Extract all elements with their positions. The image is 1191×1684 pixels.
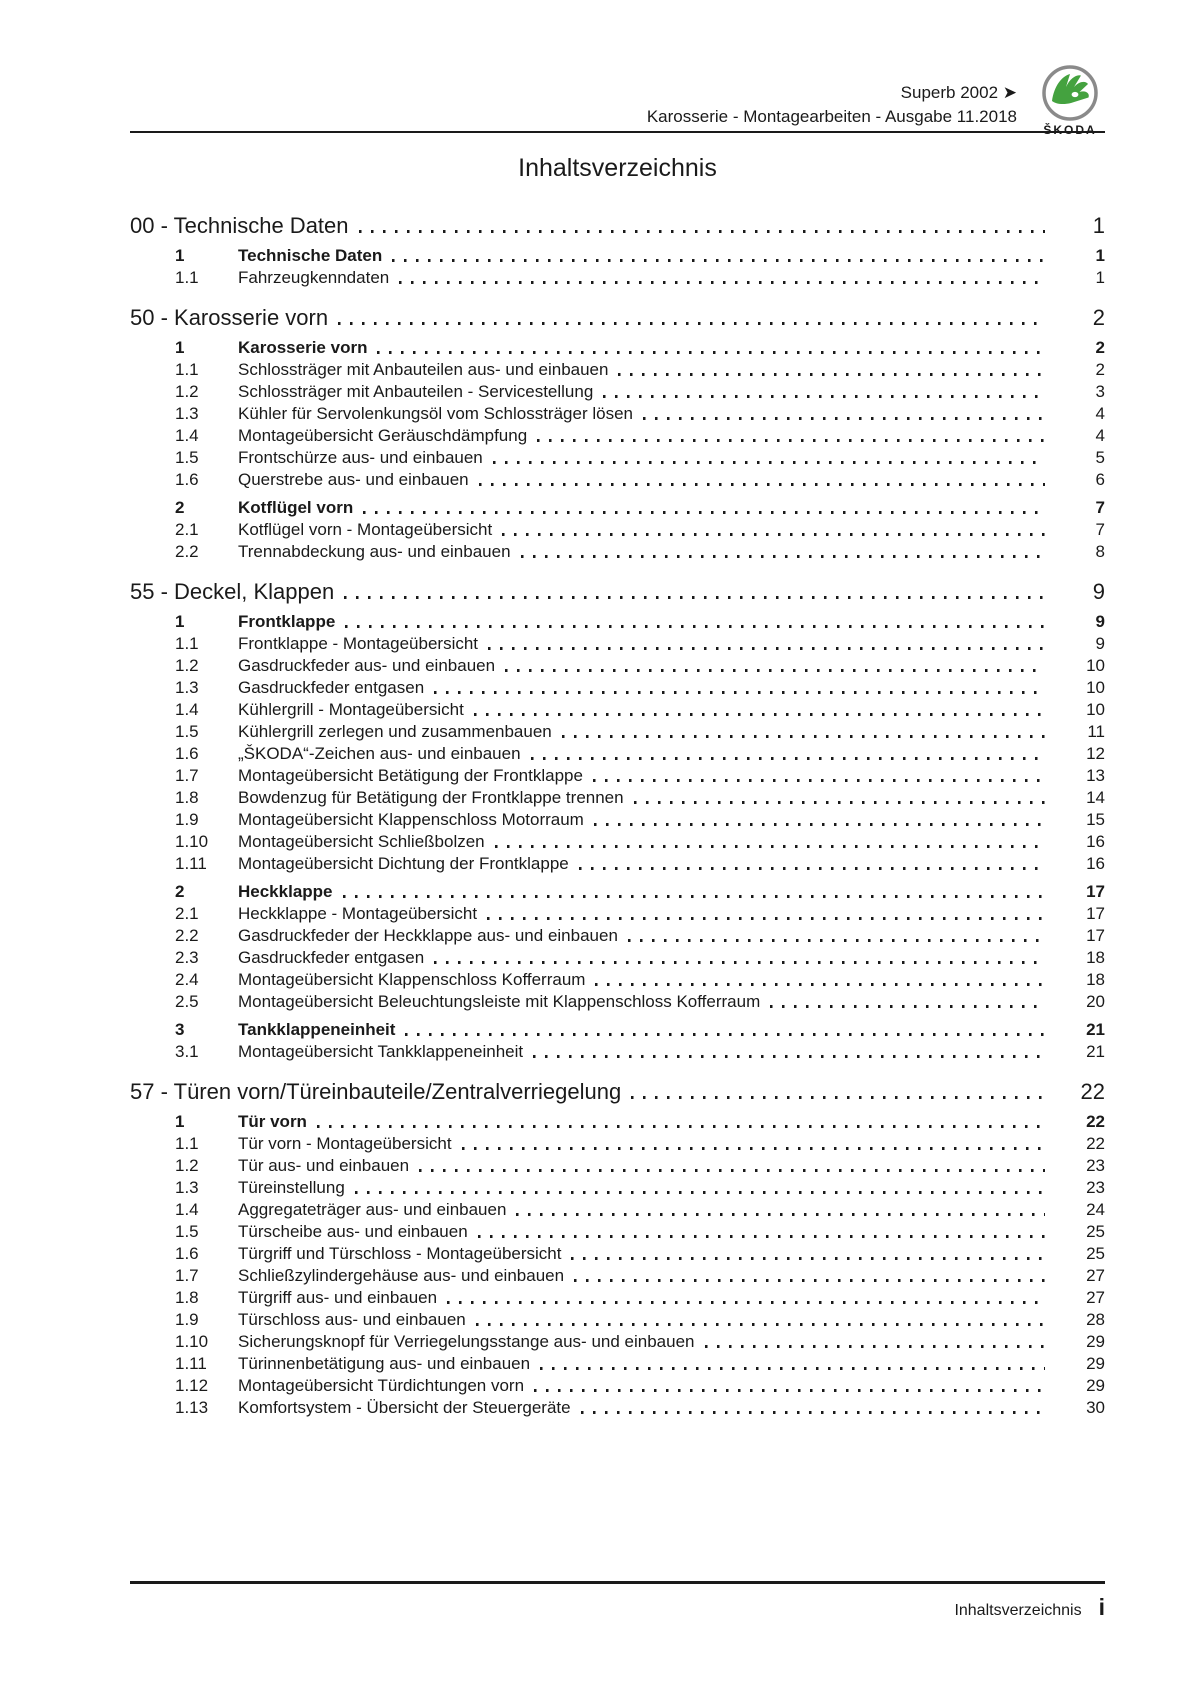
entry-number: 1.2: [175, 1156, 199, 1175]
entry-page-number: 5: [1095, 448, 1105, 467]
toc-entry-row[interactable]: [130, 947, 1105, 969]
toc-entry-row[interactable]: [130, 1177, 1105, 1199]
entry-page-number: 21: [1086, 1020, 1105, 1039]
entry-page-number: 7: [1095, 498, 1105, 517]
chapter-page-number: 2: [1092, 305, 1105, 330]
toc-entry-row[interactable]: [130, 1353, 1105, 1375]
footer-rule: [130, 1581, 1105, 1584]
entry-title: Kühlergrill - Montageübersicht: [238, 700, 464, 719]
dot-leader: [405, 1033, 1045, 1036]
dot-leader: [593, 779, 1045, 782]
skoda-logo: [1035, 64, 1105, 137]
entry-number: 1.7: [175, 1266, 199, 1285]
toc-entry-row[interactable]: [130, 1287, 1105, 1309]
dot-leader: [502, 533, 1045, 536]
dot-leader: [594, 823, 1045, 826]
entry-page-number: 28: [1086, 1310, 1105, 1329]
entry-number: 1: [175, 1112, 185, 1131]
entry-title: Tür aus- und einbauen: [238, 1156, 410, 1175]
chapter-page-number: 22: [1080, 1079, 1105, 1104]
header-rule: [130, 131, 1105, 133]
dot-leader: [317, 1125, 1045, 1128]
toc-entry-row[interactable]: [130, 359, 1105, 381]
toc-entry-row[interactable]: [130, 611, 1105, 633]
entry-page-number: 23: [1086, 1178, 1105, 1197]
dot-leader: [344, 596, 1045, 599]
entry-number: 1.1: [175, 1134, 199, 1153]
entry-title: Frontklappe - Montageübersicht: [238, 634, 479, 653]
entry-page-number: 16: [1086, 854, 1105, 873]
entry-title: „ŠKODA“-Zeichen aus- und einbauen: [238, 744, 521, 763]
toc-entry-row[interactable]: [130, 469, 1105, 491]
footer-label: Inhaltsverzeichnis: [954, 1602, 1082, 1619]
toc-chapter-row[interactable]: [130, 1079, 1105, 1105]
entry-page-number: 1: [1095, 268, 1105, 287]
toc-entry-row[interactable]: [130, 903, 1105, 925]
toc-entry-row[interactable]: [130, 425, 1105, 447]
entry-number: 1.10: [175, 832, 209, 851]
entry-page-number: 13: [1086, 766, 1105, 785]
dot-leader: [505, 669, 1045, 672]
toc-entry-row[interactable]: [130, 765, 1105, 787]
toc-entry-row[interactable]: [130, 447, 1105, 469]
toc-entry-row[interactable]: [130, 881, 1105, 903]
dot-leader: [399, 281, 1045, 284]
entry-title: Komfortsystem - Übersicht der Steuergeräte: [238, 1398, 571, 1417]
entry-number: 1.5: [175, 1222, 199, 1241]
entry-number: 1.3: [175, 1178, 199, 1197]
entry-page-number: 1: [1095, 246, 1105, 265]
toc-entry-row[interactable]: [130, 519, 1105, 541]
entry-number: 2: [175, 498, 185, 517]
entry-number: 1.1: [175, 634, 199, 653]
dot-leader: [581, 1411, 1045, 1414]
toc-entry-row[interactable]: [130, 403, 1105, 425]
toc-entry-row[interactable]: [130, 337, 1105, 359]
entry-page-number: 11: [1087, 722, 1105, 741]
entry-title: Kotflügel vorn - Montageübersicht: [238, 520, 493, 539]
chapter-page-number: 9: [1092, 579, 1105, 604]
entry-number: 1: [175, 338, 185, 357]
entry-number: 1.8: [175, 1288, 199, 1307]
chapter-page-number: 1: [1092, 213, 1105, 238]
skoda-wordmark: ŠKODA: [1043, 123, 1097, 137]
entry-number: 1.6: [175, 744, 199, 763]
entry-page-number: 6: [1095, 470, 1105, 489]
dot-leader: [562, 735, 1045, 738]
entry-number: 1.4: [175, 700, 199, 719]
entry-title: Frontklappe: [238, 612, 336, 631]
chapter-label: 57 - Türen vorn/Türeinbauteile/Zentralverriegelung: [130, 1079, 622, 1104]
entry-number: 1.6: [175, 1244, 199, 1263]
entry-title: Trennabdeckung aus- und einbauen: [238, 542, 511, 561]
entry-number: 1.8: [175, 788, 199, 807]
entry-number: 2.1: [175, 904, 199, 923]
entry-page-number: 24: [1086, 1200, 1105, 1219]
dot-leader: [603, 395, 1045, 398]
dot-leader: [705, 1345, 1046, 1348]
toc-entry-row[interactable]: [130, 497, 1105, 519]
dot-leader: [488, 647, 1045, 650]
toc-entry-row[interactable]: [130, 1265, 1105, 1287]
entry-title: Tür vorn - Montageübersicht: [238, 1134, 452, 1153]
dot-leader: [631, 1096, 1045, 1099]
entry-number: 2.3: [175, 948, 199, 967]
entry-number: 3: [175, 1020, 185, 1039]
toc-entry-row[interactable]: [130, 787, 1105, 809]
entry-title: Kotflügel vorn: [238, 498, 354, 517]
entry-title: Schließzylindergehäuse aus- und einbauen: [238, 1266, 565, 1285]
dot-leader: [495, 845, 1045, 848]
toc-chapter-row[interactable]: [130, 305, 1105, 331]
dot-leader: [377, 351, 1045, 354]
entry-page-number: 22: [1086, 1112, 1105, 1131]
toc-entry-row[interactable]: [130, 381, 1105, 403]
entry-title: Türschloss aus- und einbauen: [238, 1310, 466, 1329]
dot-leader: [478, 1235, 1045, 1238]
toc-entry-row[interactable]: [130, 633, 1105, 655]
entry-page-number: 14: [1086, 788, 1105, 807]
dot-leader: [531, 757, 1045, 760]
entry-number: 1.12: [175, 1376, 209, 1395]
toc-chapter-row[interactable]: [130, 213, 1105, 239]
toc-entry-row[interactable]: [130, 991, 1105, 1013]
entry-page-number: 29: [1086, 1354, 1105, 1373]
entry-page-number: 30: [1086, 1398, 1105, 1417]
entry-number: 1.6: [175, 470, 199, 489]
toc-entry-row[interactable]: [130, 831, 1105, 853]
dot-leader: [770, 1005, 1045, 1008]
toc-entry-row[interactable]: [130, 1221, 1105, 1243]
entry-title: Montageübersicht Beleuchtungsleiste mit Klappenschloss Kofferraum: [238, 992, 761, 1011]
entry-page-number: 10: [1086, 656, 1105, 675]
entry-title: Kühler für Servolenkungsöl vom Schlossträger lösen: [238, 404, 633, 423]
dot-leader: [618, 373, 1045, 376]
skoda-wing-icon: [1041, 64, 1099, 122]
entry-title: Gasdruckfeder aus- und einbauen: [238, 656, 496, 675]
toc-chapter-row[interactable]: [130, 579, 1105, 605]
entry-page-number: 25: [1086, 1244, 1105, 1263]
toc-entry-row[interactable]: [130, 1041, 1105, 1063]
entry-number: 1.9: [175, 1310, 199, 1329]
entry-page-number: 17: [1086, 926, 1105, 945]
entry-title: Karosserie vorn: [238, 338, 368, 357]
dot-leader: [343, 895, 1046, 898]
entry-title: Fahrzeugkenndaten: [238, 268, 390, 287]
entry-title: Querstrebe aus- und einbauen: [238, 470, 469, 489]
dot-leader: [516, 1213, 1045, 1216]
entry-title: Montageübersicht Dichtung der Frontklappe: [238, 854, 569, 873]
toc-entry-row[interactable]: [130, 1397, 1105, 1419]
footer-page-number: i: [1098, 1594, 1105, 1620]
entry-number: 1.13: [175, 1398, 209, 1417]
entry-number: 1.11: [175, 854, 207, 873]
entry-title: Frontschürze aus- und einbauen: [238, 448, 483, 467]
dot-leader: [474, 713, 1045, 716]
toc-entry-row[interactable]: [130, 1019, 1105, 1041]
dot-leader: [462, 1147, 1045, 1150]
entry-number: 1.2: [175, 382, 199, 401]
dot-leader: [434, 691, 1045, 694]
entry-page-number: 29: [1086, 1332, 1105, 1351]
entry-page-number: 27: [1086, 1288, 1105, 1307]
dot-leader: [493, 461, 1045, 464]
entry-title: Heckklappe: [238, 882, 333, 901]
entry-number: 1.3: [175, 404, 199, 423]
entry-title: Schlossträger mit Anbauteilen aus- und einbauen: [238, 360, 609, 379]
entry-title: Türeinstellung: [238, 1178, 345, 1197]
entry-title: Montageübersicht Klappenschloss Motorraum: [238, 810, 584, 829]
entry-page-number: 27: [1086, 1266, 1105, 1285]
entry-page-number: 18: [1086, 970, 1105, 989]
dot-leader: [579, 867, 1045, 870]
entry-number: 2: [175, 882, 185, 901]
entry-title: Kühlergrill zerlegen und zusammenbauen: [238, 722, 552, 741]
entry-title: Türgriff aus- und einbauen: [238, 1288, 438, 1307]
dot-leader: [628, 939, 1045, 942]
dot-leader: [540, 1367, 1045, 1370]
toc-entry-row[interactable]: [130, 743, 1105, 765]
entry-page-number: 9: [1095, 634, 1105, 653]
entry-title: Montageübersicht Türdichtungen vorn: [238, 1376, 525, 1395]
dot-leader: [476, 1323, 1045, 1326]
chapter-label: 00 - Technische Daten: [130, 213, 349, 238]
entry-number: 1.4: [175, 1200, 199, 1219]
entry-number: 1.4: [175, 426, 199, 445]
chapter-label: 55 - Deckel, Klappen: [130, 579, 335, 604]
entry-page-number: 18: [1086, 948, 1105, 967]
entry-page-number: 22: [1086, 1134, 1105, 1153]
entry-page-number: 17: [1086, 882, 1105, 901]
dot-leader: [434, 961, 1045, 964]
dot-leader: [345, 625, 1045, 628]
header-model-line: Superb 2002 ➤: [900, 83, 1017, 102]
toc-entry-row[interactable]: [130, 853, 1105, 875]
entry-page-number: 4: [1095, 404, 1105, 423]
entry-number: 1.9: [175, 810, 199, 829]
entry-number: 1.1: [175, 360, 199, 379]
entry-number: 1.1: [175, 268, 199, 287]
entry-number: 1: [175, 612, 185, 631]
entry-page-number: 10: [1086, 700, 1105, 719]
dot-leader: [479, 483, 1045, 486]
toc-entry-row[interactable]: [130, 1155, 1105, 1177]
toc-entry-row[interactable]: [130, 1309, 1105, 1331]
entry-page-number: 3: [1095, 382, 1105, 401]
entry-page-number: 12: [1086, 744, 1105, 763]
dot-leader: [338, 322, 1045, 325]
entry-page-number: 2: [1095, 360, 1105, 379]
entry-page-number: 15: [1086, 810, 1105, 829]
toc-entry-row[interactable]: [130, 925, 1105, 947]
toc-entry-row[interactable]: [130, 809, 1105, 831]
entry-title: Gasdruckfeder entgasen: [238, 678, 425, 697]
entry-page-number: 7: [1095, 520, 1105, 539]
entry-number: 1.10: [175, 1332, 209, 1351]
entry-title: Montageübersicht Betätigung der Frontklappe: [238, 766, 583, 785]
toc-entry-row[interactable]: [130, 267, 1105, 289]
chapter-label: 50 - Karosserie vorn: [130, 305, 329, 330]
entry-title: Technische Daten: [238, 246, 383, 265]
entry-title: Tankklappeneinheit: [238, 1020, 396, 1039]
entry-number: 2.2: [175, 926, 199, 945]
toc-entry-row[interactable]: [130, 677, 1105, 699]
toc-entry-row[interactable]: [130, 1111, 1105, 1133]
toc-entry-row[interactable]: [130, 1375, 1105, 1397]
entry-number: 1.7: [175, 766, 199, 785]
dot-leader: [634, 801, 1045, 804]
toc-entry-row[interactable]: [130, 1243, 1105, 1265]
page-title: Inhaltsverzeichnis: [518, 154, 717, 182]
toc-entry-row[interactable]: [130, 699, 1105, 721]
entry-title: Bowdenzug für Betätigung der Frontklappe trennen: [238, 788, 624, 807]
entry-number: 2.4: [175, 970, 199, 989]
entry-title: Gasdruckfeder der Heckklappe aus- und einbauen: [238, 926, 618, 945]
table-of-contents: [0, 183, 1191, 1419]
entry-page-number: 21: [1086, 1042, 1105, 1061]
entry-number: 1.2: [175, 656, 199, 675]
entry-page-number: 8: [1095, 542, 1105, 561]
entry-title: Heckklappe - Montageübersicht: [238, 904, 478, 923]
entry-title: Türinnenbetätigung aus- und einbauen: [238, 1354, 531, 1373]
toc-entry-row[interactable]: [130, 655, 1105, 677]
entry-title: Türscheibe aus- und einbauen: [238, 1222, 468, 1241]
dot-leader: [595, 983, 1045, 986]
entry-number: 1.5: [175, 448, 199, 467]
entry-title: Montageübersicht Tankklappeneinheit: [238, 1042, 524, 1061]
header-text: [647, 81, 1017, 131]
entry-page-number: 2: [1095, 338, 1105, 357]
entry-page-number: 16: [1086, 832, 1105, 851]
dot-leader: [419, 1169, 1045, 1172]
header-subtitle-line: Karosserie - Montagearbeiten - Ausgabe 11.2018: [646, 107, 1017, 126]
entry-number: 3.1: [175, 1042, 199, 1061]
entry-title: Montageübersicht Geräuschdämpfung: [238, 426, 528, 445]
entry-page-number: 9: [1095, 612, 1105, 631]
dot-leader: [534, 1389, 1045, 1392]
entry-page-number: 20: [1086, 992, 1105, 1011]
entry-page-number: 4: [1095, 426, 1105, 445]
dot-leader: [355, 1191, 1045, 1194]
dot-leader: [359, 230, 1045, 233]
toc-entry-row[interactable]: [130, 1331, 1105, 1353]
entry-number: 1: [175, 246, 185, 265]
entry-number: 2.2: [175, 542, 199, 561]
entry-number: 2.1: [175, 520, 199, 539]
page-footer: [954, 1594, 1105, 1621]
toc-entry-row[interactable]: [130, 541, 1105, 563]
entry-title: Sicherungsknopf für Verriegelungsstange aus- und einbauen: [238, 1332, 695, 1351]
entry-title: Türgriff und Türschloss - Montageübersicht: [238, 1244, 562, 1263]
entry-page-number: 23: [1086, 1156, 1105, 1175]
dot-leader: [487, 917, 1045, 920]
dot-leader: [363, 511, 1045, 514]
toc-entry-row[interactable]: [130, 245, 1105, 267]
entry-page-number: 29: [1086, 1376, 1105, 1395]
dot-leader: [643, 417, 1045, 420]
dot-leader: [521, 555, 1045, 558]
entry-number: 2.5: [175, 992, 199, 1011]
entry-number: 1.5: [175, 722, 199, 741]
entry-number: 1.11: [175, 1354, 207, 1373]
entry-title: Gasdruckfeder entgasen: [238, 948, 425, 967]
entry-page-number: 25: [1086, 1222, 1105, 1241]
dot-leader: [533, 1055, 1045, 1058]
dot-leader: [574, 1279, 1045, 1282]
dot-leader: [537, 439, 1045, 442]
dot-leader: [392, 259, 1045, 262]
toc-entry-row[interactable]: [130, 721, 1105, 743]
entry-page-number: 10: [1086, 678, 1105, 697]
dot-leader: [447, 1301, 1045, 1304]
toc-entry-row[interactable]: [130, 969, 1105, 991]
entry-title: Aggregateträger aus- und einbauen: [238, 1200, 507, 1219]
entry-title: Tür vorn: [238, 1112, 307, 1131]
entry-page-number: 17: [1086, 904, 1105, 923]
toc-entry-row[interactable]: [130, 1199, 1105, 1221]
dot-leader: [571, 1257, 1045, 1260]
entry-number: 1.3: [175, 678, 199, 697]
entry-title: Schlossträger mit Anbauteilen - Servicestellung: [238, 382, 594, 401]
entry-title: Montageübersicht Schließbolzen: [238, 832, 485, 851]
page-header: [0, 0, 1191, 137]
toc-entry-row[interactable]: [130, 1133, 1105, 1155]
entry-title: Montageübersicht Klappenschloss Kofferraum: [238, 970, 586, 989]
